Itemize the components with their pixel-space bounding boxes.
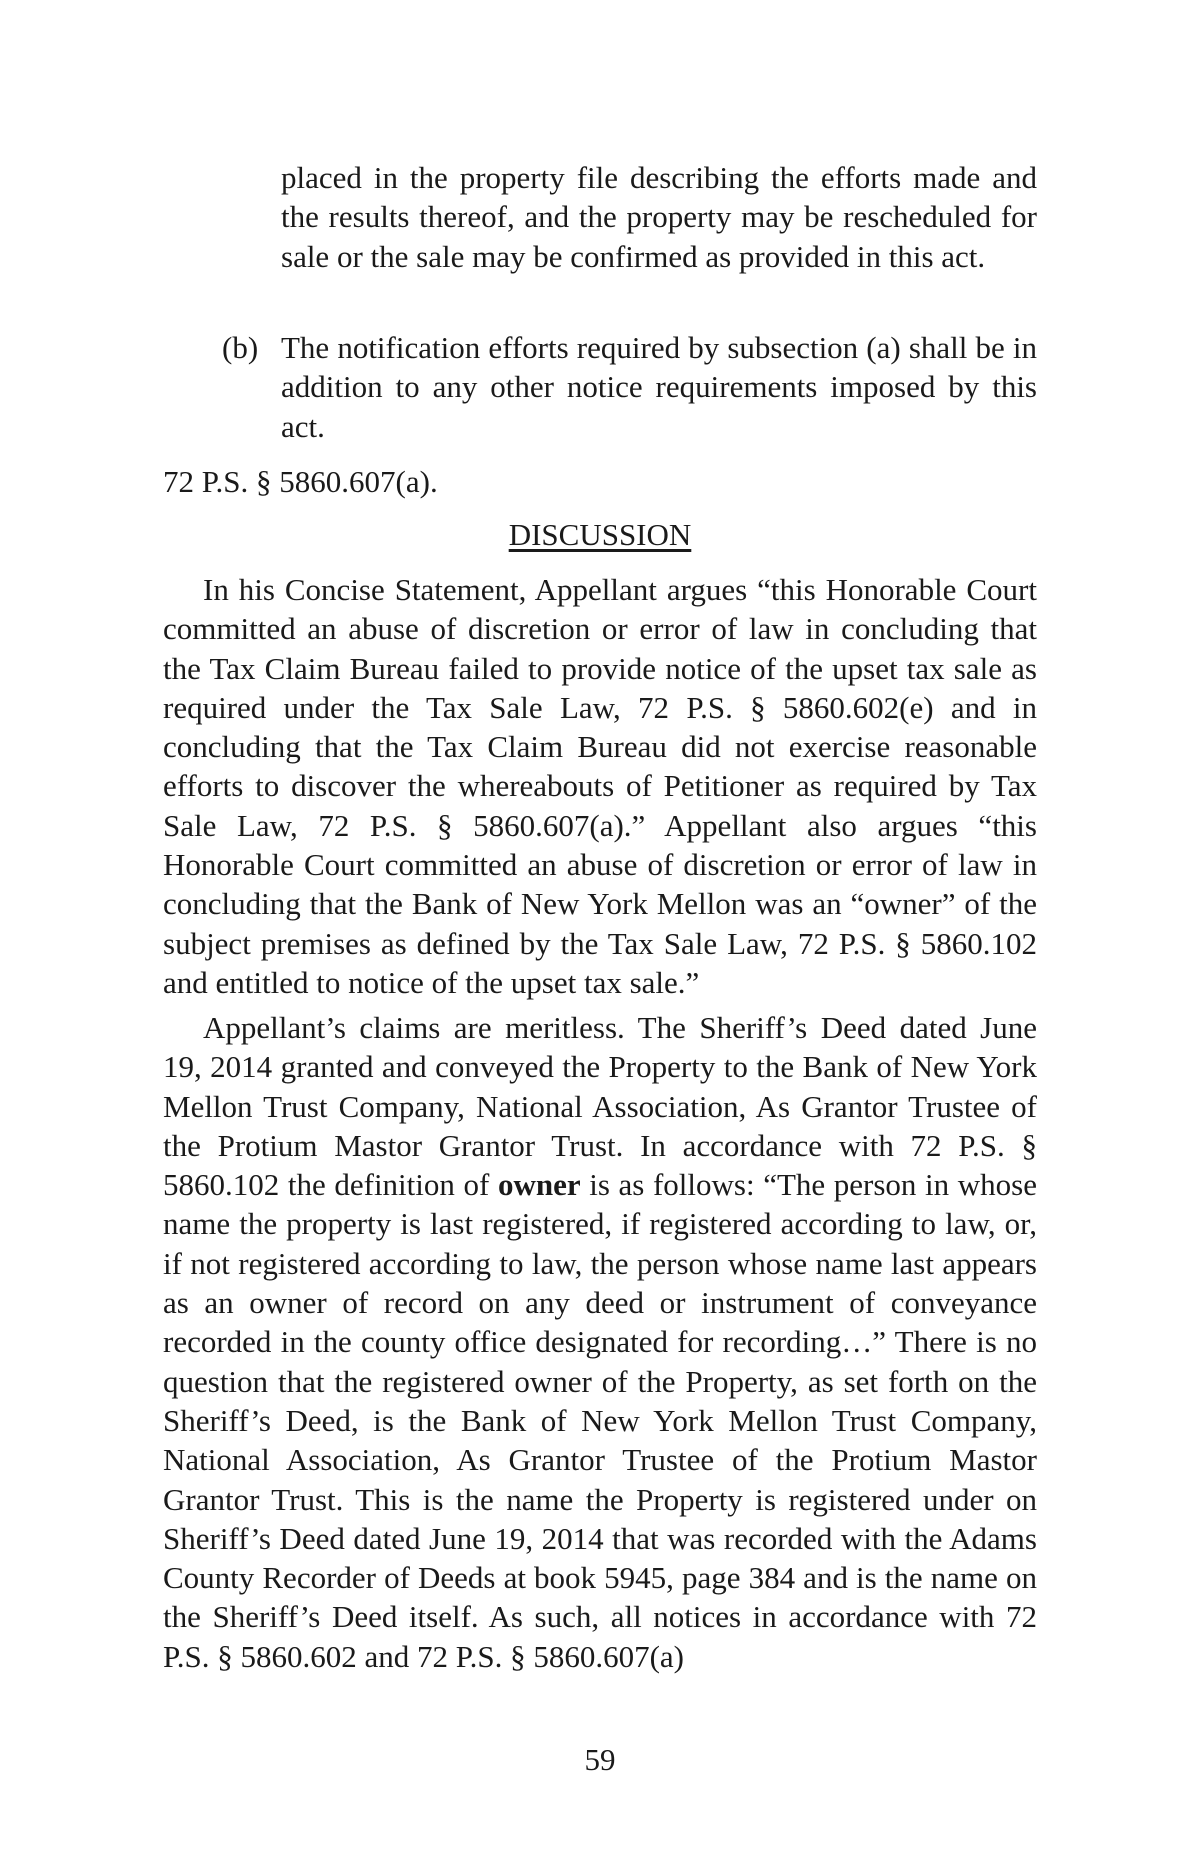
paragraph-2-text-before: Appellant’s claims are meritless. The Sheriff’s Deed dated June 19, 2014 granted and conveyed the Property to the Bank of New York Mellon Trust Company, National Association, As Grantor Trustee of the Protium Mastor Grantor Trust. In accordance with 72 P.S. § 5860.102 the definition of	[163, 1010, 1037, 1203]
owner-term: owner	[497, 1167, 581, 1203]
discussion-paragraph-2	[163, 1008, 1037, 1676]
page-number: 59	[584, 1742, 616, 1777]
section-heading: DISCUSSION	[508, 517, 692, 552]
subsection-b-text: The notification efforts required by subsection (a) shall be in addition to any other notice requirements imposed by this act.	[281, 330, 1037, 444]
paragraph-2-text-after: is as follows: “The person in whose name the property is last registered, if registered according to law, or, if not registered according to law, the person whose name last appears as an owner of record on any deed or instrument of conveyance recorded in the county office designated for recording…” There is no question that the registered owner of the Property, as set forth on the Sheriff’s Deed, is the Bank of New York Mellon Trust Company, National Association, As Grantor Trustee of the Protium Mastor Grantor Trust. This is the name the Property is registered under on Sheriff’s Deed dated June 19, 2014 that was recorded with the Adams County Recorder of Deeds at book 5945, page 384 and is the name on the Sheriff’s Deed itself. As such, all notices in accordance with 72 P.S. § 5860.602 and 72 P.S. § 5860.607(a)	[163, 1167, 1037, 1674]
statute-subsection-b	[222, 328, 1037, 446]
subsection-b-marker: (b)	[222, 330, 259, 365]
discussion-paragraph-1: In his Concise Statement, Appellant argues “this Honorable Court committed an abuse of discretion or error of law in concluding that the Tax Claim Bureau failed to provide notice of the upset tax sale as required under the Tax Sale Law, 72 P.S. § 5860.602(e) and in concluding that the Tax Claim Bureau did not exercise reasonable efforts to discover the whereabouts of Petitioner as required by Tax Sale Law, 72 P.S. § 5860.607(a).” Appellant also argues “this Honorable Court committed an abuse of discretion or error of law in concluding that the Bank of New York Mellon was an “owner” of the subject premises as defined by the Tax Sale Law, 72 P.S. § 5860.102 and entitled to notice of the upset tax sale.”	[163, 572, 1037, 1000]
statute-citation: 72 P.S. § 5860.607(a).	[163, 464, 438, 499]
statute-quote-continuation: placed in the property file describing the efforts made and the results thereof, and the property may be rescheduled for sale or the sale may be confirmed as provided in this act.	[281, 160, 1037, 274]
